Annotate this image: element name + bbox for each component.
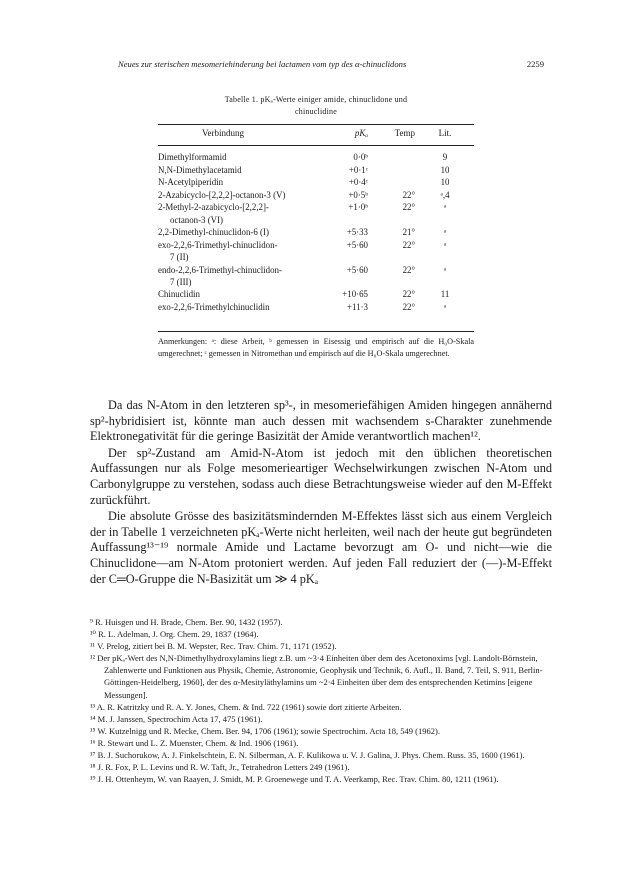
footnote: ¹⁸ J. R. Fox, P. L. Levins und R. W. Taft, Jr., Tetrahedron Letters 249 (1961). (90, 762, 350, 773)
table-row (158, 151, 474, 164)
footnote: ⁹ R. Huisgen und H. Brade, Chem. Ber. 90, 1432 (1957). (90, 617, 283, 627)
table-row (158, 264, 474, 289)
paragraph: Da das N-Atom in den letzteren sp³-, in mesomeriefähigen Amiden hingegen annähernd sp²-hybridisiert ist, könnte man auch dessen mit wachsendem s-Charakter zunehmende Elektronegativität für die geringe Basizität der Amide verantwortlich machen¹². (90, 398, 552, 444)
compound-name-line-1: exo-2,2,6-Trimethyl-chinuclidon- (158, 239, 278, 250)
compound-name: exo-2,2,6-Trimethylchinuclidin (158, 301, 270, 312)
pka-value: +0·1ᶜ (348, 164, 368, 175)
literature-ref: ᵃ,4 (440, 189, 450, 200)
footnote: ¹⁵ W. Kutzelnigg und R. Mecke, Chem. Ber. 94, 1706 (1961); sowie Spectrochim. Acta 18, 549 (1962). (90, 725, 440, 736)
compound-name: Chinuclidin (158, 289, 200, 300)
temperature: 22° (402, 301, 415, 312)
pka-value: +1·0ᵇ (348, 202, 368, 213)
compound-name: N,N-Dimethylacetamid (158, 164, 242, 175)
table-header-row (158, 128, 474, 140)
literature-ref: ᵃ (443, 301, 447, 312)
table-row (158, 301, 474, 314)
page-number: 2259 (526, 59, 544, 69)
table-body (158, 151, 474, 314)
footnote: ¹⁴ M. J. Janssen, Spectrochim Acta 17, 475 (1961). (90, 713, 263, 724)
column-header-pka: pKₐ (354, 128, 368, 138)
table-caption-line-2: chinuclidine (295, 107, 337, 116)
compound-name: 2-Azabicyclo-[2,2,2]-octanon-3 (V) (158, 189, 286, 200)
compound-name (158, 201, 269, 225)
pka-value: +5·33 (346, 227, 368, 238)
footnotes (90, 616, 552, 785)
table-row (158, 226, 474, 239)
footnote: ¹¹ V. Prelog, zitiert bei B. M. Wepster, Rec. Trav. Chim. 71, 1171 (1952). (90, 641, 337, 652)
table-bottom-rule (158, 331, 474, 332)
temperature: 22° (402, 239, 415, 250)
body-text (90, 398, 552, 588)
temperature: 22° (402, 264, 415, 275)
compound-name-line-1: 2-Methyl-2-azabicyclo-[2,2,2]- (158, 202, 269, 213)
footnote: ¹⁶ R. Stewart und L. Z. Muenster, Chem. & Ind. 1906 (1961). (90, 737, 299, 748)
literature-ref: ᵃ (443, 239, 447, 250)
table-notes: Anmerkungen: ᵃ: diese Arbeit, ᵇ gemessen in Eisessig und empirisch auf die H₀O-Skala umgerechnet; ᶜ gemessen in Nitromethan und empirisch auf die H₀O-Skala umgerechnet. (158, 337, 474, 358)
table-row (158, 239, 474, 264)
temperature: 21° (402, 227, 415, 238)
running-title: Neues zur sterischen mesomeriehinderung bei lactamen vom typ des α-chinuclidons (118, 59, 407, 69)
paragraph: Der sp²-Zustand am Amid-N-Atom ist jedoch mit den üblichen theoretischen Auffassungen nur als Folge mesomerieartiger Wechselwirkungen zwischen N-Atom und Carbonylgruppe zu verstehen, sodass auch diese Betrachtungsweise wieder auf den M-Effekt zurückführt. (90, 445, 552, 507)
footnote: ¹⁰ R. L. Adelman, J. Org. Chem. 29, 1837 (1964). (90, 629, 259, 640)
compound-name (158, 239, 277, 263)
table-row (158, 164, 474, 177)
literature-ref: 10 (440, 177, 450, 188)
literature-ref: 9 (442, 152, 448, 162)
compound-name-line-2: octanon-3 (VI) (170, 214, 223, 225)
table-row (158, 201, 474, 226)
table-header-rule (158, 145, 474, 146)
compound-name-line-1: endo-2,2,6-Trimethyl-chinuclidon- (158, 264, 282, 275)
literature-ref: ᵃ (443, 202, 447, 213)
table-row (158, 189, 474, 202)
table-top-rule (158, 124, 474, 125)
pka-value: +11·3 (347, 301, 368, 312)
pka-value: +10·65 (342, 289, 368, 300)
literature-ref: ᵃ (443, 227, 447, 238)
pka-value: +0·4ᶜ (348, 177, 368, 188)
table-caption (158, 94, 474, 118)
temperature: 22° (402, 189, 415, 200)
pka-value: 0·0ᵇ (353, 152, 368, 162)
footnote: ¹² Der pKₐ-Wert des N,N-Dimethylhydroxylamins liegt z.B. um ~3·4 Einheiten über dem des Acetonoxims [vgl. Landolt-Börnstein, Zahlenwerte und Funktionen aus Physik, Chemie, Astronomie, Geophysik und Technik, 6. Aufl., II. Band, 7. Teil, S. 911, Berlin-Göttingen-Heidelberg, 1960], der des α-Mesityläthylamins um ~2·4 Einheiten über dem des entsprechenden Ketimins [eigene Messungen]. (90, 653, 543, 700)
footnote: ¹⁷ B. J. Suchorukow, A. J. Finkelschtein, E. N. Silberman, A. F. Kulikowa u. V. J. Galina, J. Phys. Chem. Russ. 35, 1600 (1961). (90, 750, 525, 761)
table-row (158, 176, 474, 189)
running-header (118, 59, 544, 69)
footnote: ¹³ A. R. Katritzky und R. A. Y. Jones, Chem. & Ind. 722 (1961) sowie dort zitierte Arbeiten. (90, 701, 402, 712)
column-header-temp: Temp (394, 128, 415, 138)
compound-name: N-Acetylpiperidin (158, 177, 224, 188)
table-row (158, 288, 474, 301)
footnote: ¹⁹ J. H. Ottenheym, W. van Raayen, J. Smidt, M. P. Groenewege und T. A. Veerkamp, Rec. Trav. Chim. 80, 1211 (1961). (90, 774, 499, 785)
literature-ref: 10 (440, 164, 450, 175)
compound-name: Dimethylformamid (158, 152, 227, 162)
temperature: 22° (402, 289, 415, 300)
compound-name (158, 264, 282, 288)
literature-ref: 11 (440, 289, 450, 300)
pka-value: +0·5ᵇ (348, 189, 368, 200)
pka-value: +5·60 (346, 239, 368, 250)
paragraph: Die absolute Grösse des basizitätsmindernden M-Effektes lässt sich aus einem Vergleich der in Tabelle 1 verzeichneten pKₐ-Werte nicht herleiten, weil nach der heute gut begründeten Auffassung¹³⁻¹⁹ normale Amide und Lactame bevorzugt am O- und nicht—wie die Chinuclidone—am N-Atom protoniert werden. Auf jeden Fall reduziert der (—)-M-Effekt der C═O-Gruppe die N-Basizität um ≫ 4 pKₐ (90, 509, 552, 586)
column-header-compound: Verbindung (202, 128, 244, 138)
column-header-lit: Lit. (438, 128, 452, 138)
compound-name-line-2: 7 (II) (170, 251, 189, 262)
compound-name: 2,2-Dimethyl-chinuclidon-6 (I) (158, 227, 269, 238)
compound-name-line-2: 7 (III) (170, 276, 192, 287)
temperature: 22° (402, 202, 415, 213)
table-caption-line-1: Tabelle 1. pKₐ-Werte einiger amide, chinuclidone und (224, 95, 408, 104)
literature-ref: ᵃ (443, 264, 447, 275)
pka-value: +5·60 (346, 264, 368, 275)
